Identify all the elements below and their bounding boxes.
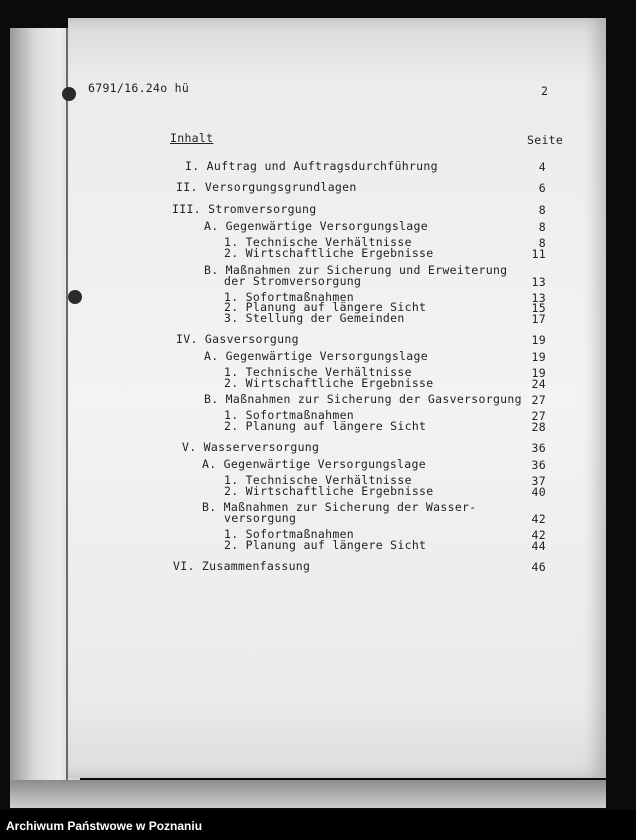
toc-entry-text: 2. Planung auf längere Sicht	[224, 538, 427, 552]
document-reference: 6791/16.24o hü	[88, 81, 190, 95]
page-column-label: Seite	[527, 133, 564, 147]
toc-entry-page: 6	[538, 181, 546, 195]
toc-entry-text: 2. Planung auf längere Sicht	[224, 300, 427, 314]
toc-entry-page: 28	[531, 420, 546, 434]
toc-entry-page: 44	[531, 539, 546, 553]
toc-entry-page: 19	[531, 350, 546, 364]
toc-entry-text: III. Stromversorgung	[172, 202, 317, 216]
toc-entry-text: 1. Sofortmaßnahmen	[224, 290, 355, 304]
archive-label: Archiwum Państwowe w Poznaniu	[6, 819, 203, 833]
toc-entry-page: 40	[531, 485, 546, 499]
toc-entry-page: 4	[538, 160, 546, 174]
binding-fold	[66, 28, 68, 780]
toc-entry-page: 13	[531, 291, 546, 305]
toc-entry-page: 27	[531, 409, 546, 423]
toc-entry-text: 1. Sofortmaßnahmen	[224, 527, 355, 541]
toc-entry-page: 42	[531, 512, 546, 526]
toc-entry-text: II. Versorgungsgrundlagen	[176, 180, 357, 194]
toc-entry-text: B. Maßnahmen zur Sicherung der Gasversorgung	[204, 392, 522, 406]
punch-hole	[68, 290, 82, 304]
toc-entry-page: 17	[531, 312, 546, 326]
toc-entry-text: B. Maßnahmen zur Sicherung der Wasser-	[202, 500, 477, 514]
toc-entry-text: VI. Zusammenfassung	[173, 559, 311, 573]
toc-entry-text: V. Wasserversorgung	[182, 440, 320, 454]
toc-entry-page: 42	[531, 528, 546, 542]
toc-entry-text: I. Auftrag und Auftragsdurchführung	[185, 159, 438, 173]
toc-entry-page: 46	[531, 560, 546, 574]
toc-entry-text: 2. Planung auf längere Sicht	[224, 419, 427, 433]
toc-entry-page: 19	[531, 333, 546, 347]
toc-entry-text: versorgung	[224, 511, 297, 525]
toc-entry-text: B. Maßnahmen zur Sicherung und Erweiterung	[204, 263, 508, 277]
toc-entry-page: 11	[531, 247, 546, 261]
toc-entry-page: 27	[531, 393, 546, 407]
toc-entry-page: 8	[538, 220, 546, 234]
toc-entry-text: 2. Wirtschaftliche Ergebnisse	[224, 246, 434, 260]
toc-entry-text: A. Gegenwärtige Versorgungslage	[204, 219, 428, 233]
toc-entry-text: 1. Sofortmaßnahmen	[224, 408, 355, 422]
page-number: 2	[541, 84, 549, 98]
toc-entry-text: A. Gegenwärtige Versorgungslage	[204, 349, 428, 363]
toc-entry-text: 1. Technische Verhältnisse	[224, 235, 412, 249]
toc-entry-text: 1. Technische Verhältnisse	[224, 365, 412, 379]
toc-entry-page: 19	[531, 366, 546, 380]
toc-heading: Inhalt	[170, 131, 214, 145]
toc-entry-page: 37	[531, 474, 546, 488]
toc-entry-text: 2. Wirtschaftliche Ergebnisse	[224, 484, 434, 498]
toc-entry-text: 2. Wirtschaftliche Ergebnisse	[224, 376, 434, 390]
toc-entry-page: 15	[531, 301, 546, 315]
punch-hole	[62, 87, 76, 101]
toc-entry-text: der Stromversorgung	[224, 274, 362, 288]
toc-entry-page: 8	[538, 236, 546, 250]
toc-entry-page: 36	[531, 441, 546, 455]
toc-entry-text: 3. Stellung der Gemeinden	[224, 311, 405, 325]
toc-entry-page: 24	[531, 377, 546, 391]
toc-entry-text: A. Gegenwärtige Versorgungslage	[202, 457, 426, 471]
toc-entry-page: 13	[531, 275, 546, 289]
toc-entry-page: 8	[538, 203, 546, 217]
toc-entry-text: IV. Gasversorgung	[176, 332, 299, 346]
toc-entry-text: 1. Technische Verhältnisse	[224, 473, 412, 487]
archive-footer	[0, 810, 636, 840]
toc-entry-page: 36	[531, 458, 546, 472]
paper-bottom-strip	[10, 780, 606, 808]
